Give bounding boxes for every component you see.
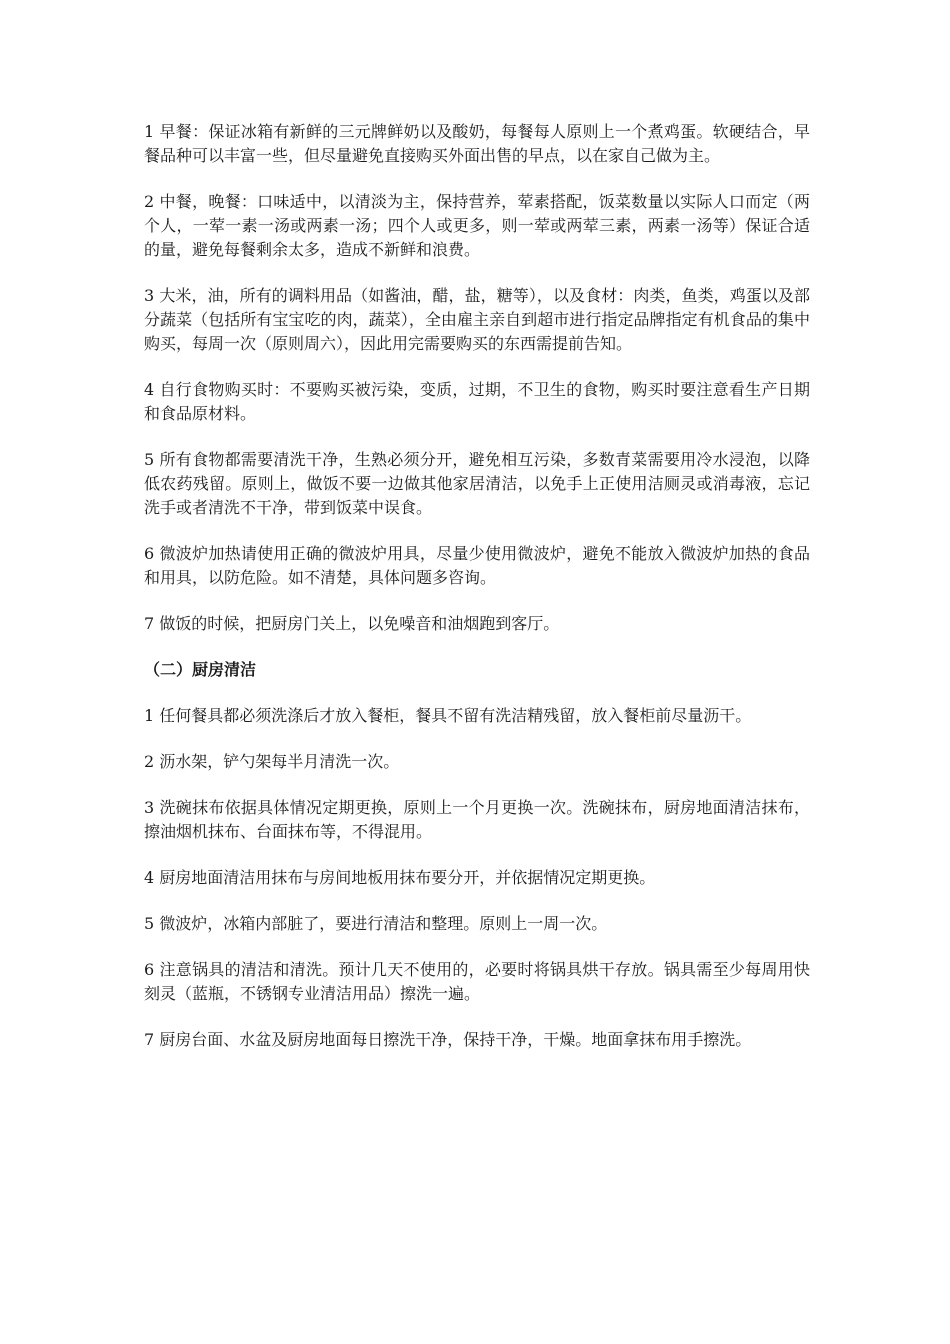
paragraph-cookware: 6 注意锅具的清洁和清洗。预计几天不使用的，必要时将锅具烘干存放。锅具需至少每周用快刻灵（蓝瓶，不锈钢专业清洁用品）擦洗一遍。 xyxy=(144,960,810,1003)
paragraph-breakfast: 1 早餐：保证冰箱有新鲜的三元牌鲜奶以及酸奶，每餐每人原则上一个煮鸡蛋。软硬结合，早餐品种可以丰富一些，但尽量避免直接购买外面出售的早点，以在家自己做为主。 xyxy=(144,122,810,165)
paragraph-lunch-dinner: 2 中餐，晚餐：口味适中，以清淡为主，保持营养，荤素搭配，饭菜数量以实际人口而定（两个人，一荤一素一汤或两素一汤；四个人或更多，则一荤或两荤三素，两素一汤等）保证合适的量，避免每餐剩余太多，造成不新鲜和浪费。 xyxy=(144,192,810,259)
document-page xyxy=(144,120,810,1074)
paragraph-countertop: 7 厨房台面、水盆及厨房地面每日擦洗干净，保持干净，干燥。地面拿抹布用手擦洗。 xyxy=(144,1030,752,1049)
paragraph-tableware: 1 任何餐具都必须洗涤后才放入餐柜，餐具不留有洗洁精残留，放入餐柜前尽量沥干。 xyxy=(144,706,752,725)
paragraph-washing-food: 5 所有食物都需要清洗干净，生熟必须分开，避免相互污染，多数青菜需要用冷水浸泡，以降低农药残留。原则上，做饭不要一边做其他家居清洁，以免手上正使用洁厕灵或消毒液，忘记洗手或者清洗不干净，带到饭菜中误食。 xyxy=(144,450,810,517)
paragraph-kitchen-door: 7 做饭的时候，把厨房门关上，以免噪音和油烟跑到客厅。 xyxy=(144,614,560,633)
paragraph-self-purchase: 4 自行食物购买时：不要购买被污染，变质，过期，不卫生的食物，购买时要注意看生产日期和食品原材料。 xyxy=(144,380,810,423)
paragraph-dish-cloths: 3 洗碗抹布依据具体情况定期更换，原则上一个月更换一次。洗碗抹布，厨房地面清洁抹布，擦油烟机抹布、台面抹布等，不得混用。 xyxy=(144,798,810,841)
paragraph-floor-cloths: 4 厨房地面清洁用抹布与房间地板用抹布要分开，并依据情况定期更换。 xyxy=(144,868,656,887)
paragraph-groceries: 3 大米，油，所有的调料用品（如酱油，醋，盐，糖等），以及食材：肉类，鱼类，鸡蛋以及部分蔬菜（包括所有宝宝吃的肉，蔬菜），全由雇主亲自到超市进行指定品牌指定有机食品的集中购买，每周一次（原则周六），因此用完需要购买的东西需提前告知。 xyxy=(144,286,810,353)
paragraph-drying-rack: 2 沥水架，铲勺架每半月清洗一次。 xyxy=(144,752,400,771)
paragraph-fridge-microwave: 5 微波炉，冰箱内部脏了，要进行清洁和整理。原则上一周一次。 xyxy=(144,914,608,933)
section-heading-kitchen-cleaning: （二）厨房清洁 xyxy=(144,660,257,679)
paragraph-microwave: 6 微波炉加热请使用正确的微波炉用具，尽量少使用微波炉，避免不能放入微波炉加热的食品和用具，以防危险。如不清楚，具体问题多咨询。 xyxy=(144,544,810,587)
